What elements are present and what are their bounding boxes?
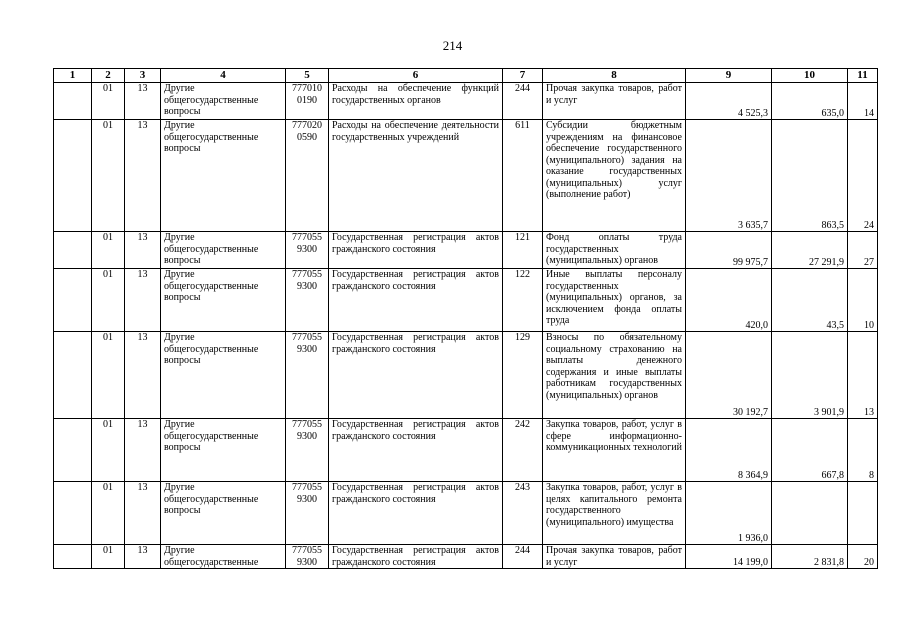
cell-subsection-name: Другие общегосударственные вопросы — [161, 482, 286, 545]
cell-amount-executed: 3 901,9 — [772, 332, 848, 419]
cell-subsection: 13 — [125, 419, 161, 482]
cell-amount-planned: 1 936,0 — [686, 482, 772, 545]
cell-expense-type: 121 — [503, 232, 543, 269]
header-cell-8: 8 — [543, 69, 686, 83]
cell-amount-executed: 635,0 — [772, 83, 848, 120]
cell-target-article: 777020 0590 — [286, 120, 329, 232]
cell-amount-planned: 4 525,3 — [686, 83, 772, 120]
cell-col1 — [54, 269, 92, 332]
table-row — [54, 419, 878, 482]
cell-target-article: 777055 9300 — [286, 332, 329, 419]
cell-target-article: 777055 9300 — [286, 232, 329, 269]
page-number: 214 — [442, 38, 463, 53]
cell-expense-type-name: Фонд оплаты труда государственных (муниципальных) органов — [543, 232, 686, 269]
cell-percent — [848, 482, 878, 545]
header-row — [54, 69, 878, 83]
cell-section: 01 — [92, 120, 125, 232]
cell-expense-type: 243 — [503, 482, 543, 545]
header-cell-4: 4 — [161, 69, 286, 83]
cell-amount-planned: 8 364,9 — [686, 419, 772, 482]
cell-subsection: 13 — [125, 482, 161, 545]
table-row — [54, 545, 878, 569]
cell-article-name: Государственная регистрация актов гражданского состояния — [329, 419, 503, 482]
cell-amount-executed: 667,8 — [772, 419, 848, 482]
header-cell-2: 2 — [92, 69, 125, 83]
cell-section: 01 — [92, 545, 125, 569]
cell-section: 01 — [92, 482, 125, 545]
cell-subsection-name: Другие общегосударственные вопросы — [161, 83, 286, 120]
cell-col1 — [54, 120, 92, 232]
cell-subsection: 13 — [125, 269, 161, 332]
cell-amount-planned: 3 635,7 — [686, 120, 772, 232]
cell-target-article: 777055 9300 — [286, 419, 329, 482]
cell-subsection: 13 — [125, 545, 161, 569]
header-cell-7: 7 — [503, 69, 543, 83]
header-cell-9: 9 — [686, 69, 772, 83]
cell-expense-type: 244 — [503, 83, 543, 120]
cell-amount-executed — [772, 482, 848, 545]
cell-expense-type: 129 — [503, 332, 543, 419]
cell-article-name: Расходы на обеспечение деятельности государственных учреждений — [329, 120, 503, 232]
cell-subsection-name: Другие общегосударственные вопросы — [161, 269, 286, 332]
cell-target-article: 777010 0190 — [286, 83, 329, 120]
cell-amount-planned: 99 975,7 — [686, 232, 772, 269]
cell-subsection-name: Другие общегосударственные вопросы — [161, 120, 286, 232]
cell-subsection: 13 — [125, 232, 161, 269]
cell-article-name: Расходы на обеспечение функций государственных органов — [329, 83, 503, 120]
table-row — [54, 232, 878, 269]
cell-section: 01 — [92, 419, 125, 482]
budget-table — [53, 68, 878, 569]
cell-percent: 24 — [848, 120, 878, 232]
cell-col1 — [54, 482, 92, 545]
cell-expense-type-name: Взносы по обязательному социальному страхованию на выплаты денежного содержания и иные выплаты работникам государственных (муниципальных) органов — [543, 332, 686, 419]
cell-amount-planned: 30 192,7 — [686, 332, 772, 419]
cell-target-article: 777055 9300 — [286, 269, 329, 332]
cell-expense-type: 244 — [503, 545, 543, 569]
cell-subsection: 13 — [125, 83, 161, 120]
cell-col1 — [54, 232, 92, 269]
cell-col1 — [54, 332, 92, 419]
table-row — [54, 269, 878, 332]
cell-subsection-name: Другие общегосударственные вопросы — [161, 419, 286, 482]
cell-article-name: Государственная регистрация актов гражданского состояния — [329, 545, 503, 569]
header-cell-6: 6 — [329, 69, 503, 83]
header-cell-5: 5 — [286, 69, 329, 83]
cell-amount-executed: 43,5 — [772, 269, 848, 332]
cell-expense-type-name: Субсидии бюджетным учреждениям на финансовое обеспечение государственного (муниципального) задания на оказание государственных (муниципальных) услуг (выполнение работ) — [543, 120, 686, 232]
cell-percent: 27 — [848, 232, 878, 269]
cell-article-name: Государственная регистрация актов гражданского состояния — [329, 269, 503, 332]
cell-amount-executed: 2 831,8 — [772, 545, 848, 569]
cell-col1 — [54, 545, 92, 569]
cell-expense-type-name: Прочая закупка товаров, работ и услуг — [543, 545, 686, 569]
cell-percent: 13 — [848, 332, 878, 419]
cell-amount-executed: 863,5 — [772, 120, 848, 232]
cell-section: 01 — [92, 83, 125, 120]
header-cell-10: 10 — [772, 69, 848, 83]
cell-article-name: Государственная регистрация актов гражданского состояния — [329, 232, 503, 269]
cell-expense-type-name: Иные выплаты персоналу государственных (муниципальных) органов, за исключением фонда оплаты труда — [543, 269, 686, 332]
cell-amount-planned: 14 199,0 — [686, 545, 772, 569]
cell-subsection: 13 — [125, 120, 161, 232]
cell-col1 — [54, 83, 92, 120]
cell-percent: 8 — [848, 419, 878, 482]
cell-subsection-name: Другие общегосударственные вопросы — [161, 232, 286, 269]
cell-section: 01 — [92, 332, 125, 419]
cell-percent: 14 — [848, 83, 878, 120]
cell-target-article: 777055 9300 — [286, 482, 329, 545]
cell-subsection-name: Другие общегосударственные — [161, 545, 286, 569]
cell-subsection-name: Другие общегосударственные вопросы — [161, 332, 286, 419]
cell-target-article: 777055 9300 — [286, 545, 329, 569]
table-row — [54, 482, 878, 545]
cell-expense-type-name: Закупка товаров, работ, услуг в целях капитального ремонта государственного (муниципального) имущества — [543, 482, 686, 545]
cell-percent: 20 — [848, 545, 878, 569]
cell-expense-type: 122 — [503, 269, 543, 332]
cell-percent: 10 — [848, 269, 878, 332]
cell-amount-executed: 27 291,9 — [772, 232, 848, 269]
cell-amount-planned: 420,0 — [686, 269, 772, 332]
cell-article-name: Государственная регистрация актов гражданского состояния — [329, 332, 503, 419]
cell-section: 01 — [92, 232, 125, 269]
cell-subsection: 13 — [125, 332, 161, 419]
cell-expense-type-name: Прочая закупка товаров, работ и услуг — [543, 83, 686, 120]
cell-article-name: Государственная регистрация актов гражданского состояния — [329, 482, 503, 545]
table-row — [54, 120, 878, 232]
cell-col1 — [54, 419, 92, 482]
header-cell-11: 11 — [848, 69, 878, 83]
cell-section: 01 — [92, 269, 125, 332]
cell-expense-type: 611 — [503, 120, 543, 232]
cell-expense-type: 242 — [503, 419, 543, 482]
cell-expense-type-name: Закупка товаров, работ, услуг в сфере информационно-коммуникационных технологий — [543, 419, 686, 482]
header-cell-3: 3 — [125, 69, 161, 83]
table-row — [54, 83, 878, 120]
table-row — [54, 332, 878, 419]
header-cell-1: 1 — [54, 69, 92, 83]
